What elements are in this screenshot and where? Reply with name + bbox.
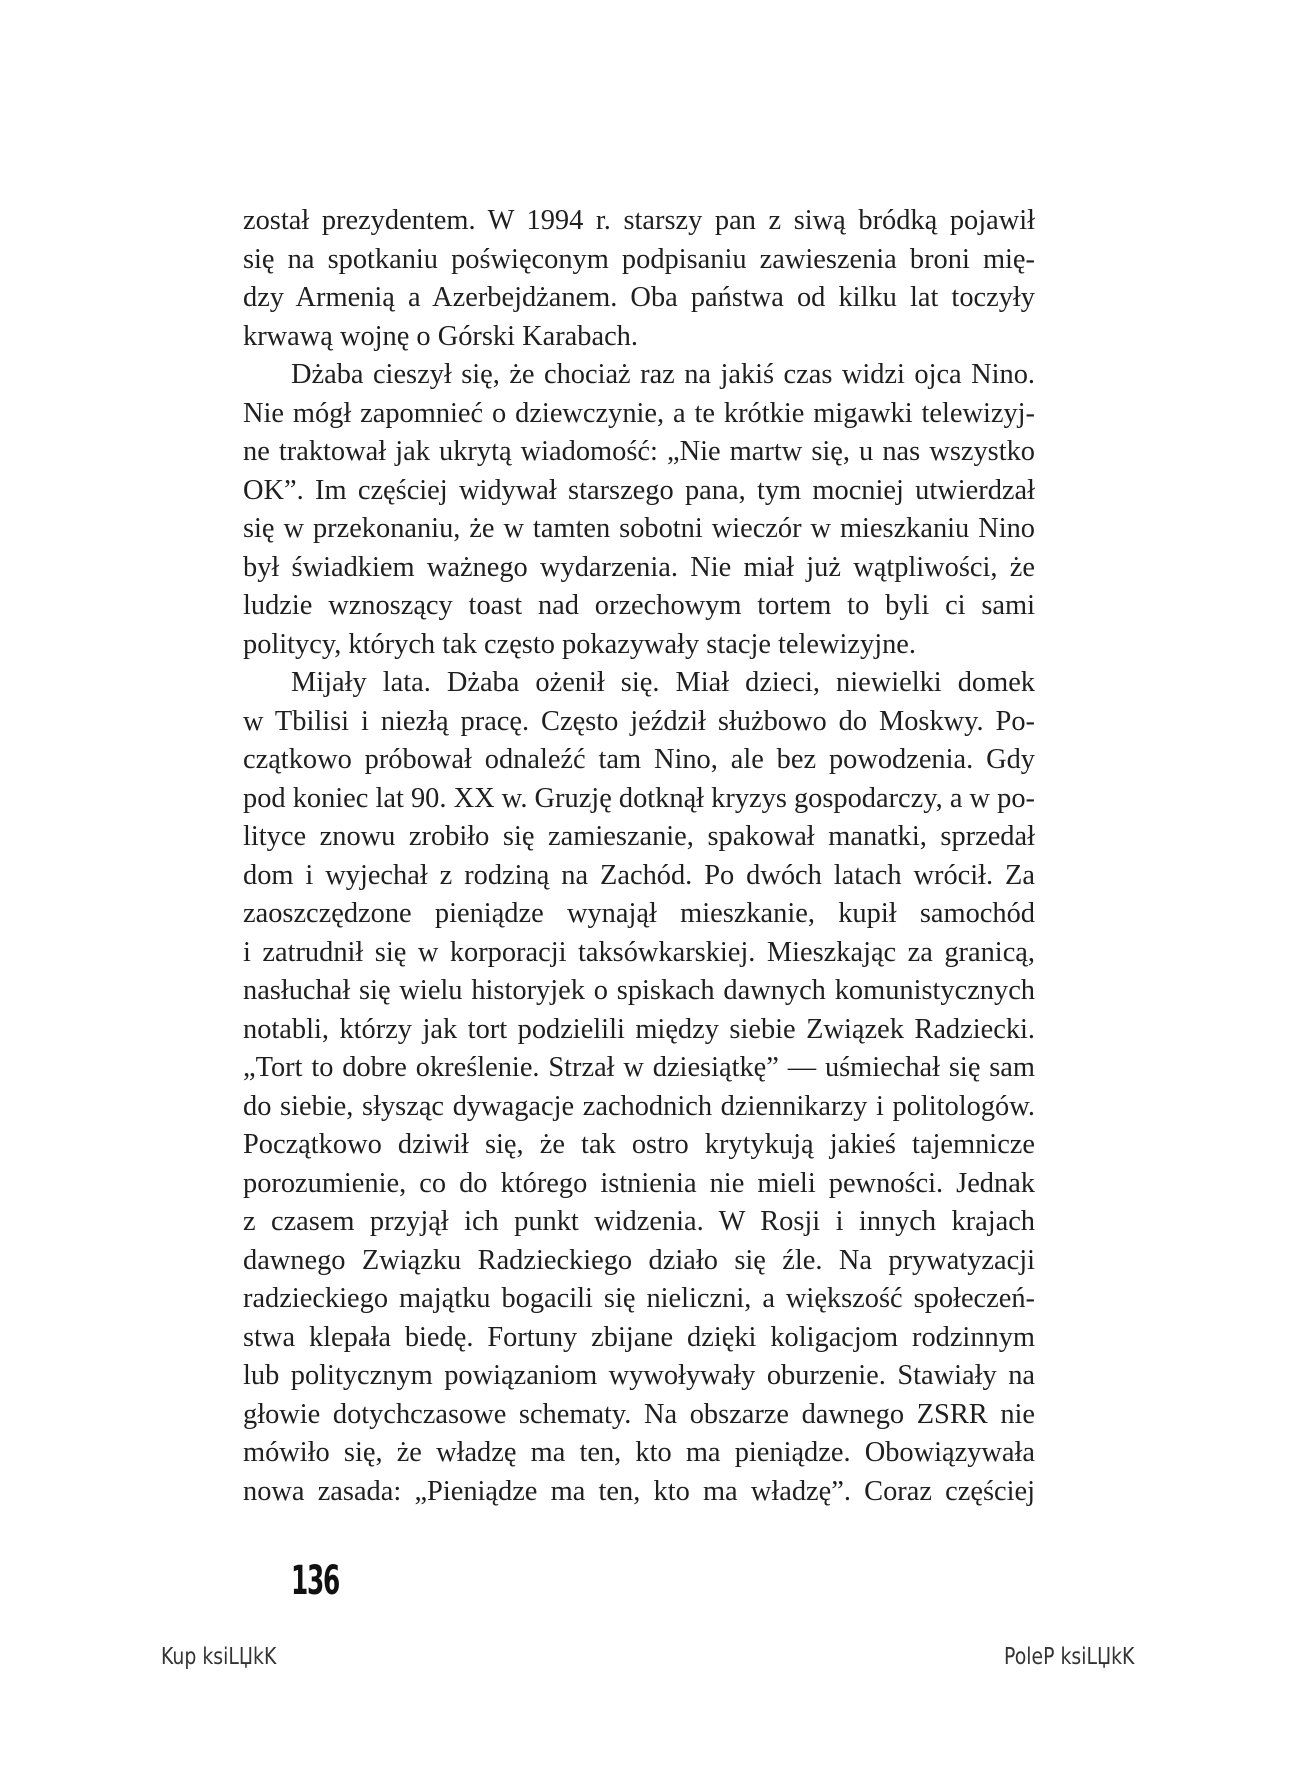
text-line: został prezydentem. W 1994 r. starszy pan z siwą bródką pojawił (243, 205, 1035, 236)
text-line: Dżaba cieszył się, że chociaż raz na jakiś czas widzi ojca Nino. (291, 359, 1035, 390)
text-line: stwa klepała biedę. Fortuny zbijane dzięki koligacjom rodzinnym (243, 1321, 1035, 1353)
text-line: w Tbilisi i niezłą pracę. Często jeździł służbowo do Moskwy. Po- (243, 705, 1035, 737)
text-line: dzy Armenią a Azerbejdżanem. Oba państwa od kilku lat toczyły (243, 282, 1035, 313)
rate-book-link[interactable]: PoleP ksiLЏkK (1004, 1644, 1135, 1670)
text-line: się na spotkaniu poświęconym podpisaniu zawieszenia broni mię- (243, 243, 1035, 275)
text-line: głowie dotychczasowe schematy. Na obszarze dawnego ZSRR nie (243, 1398, 1035, 1430)
text-line: czątkowo próbował odnaleźć tam Nino, ale bez powodzenia. Gdy (243, 744, 1035, 775)
text-line: i zatrudnił się w korporacji taksówkarskiej. Mieszkając za granicą, (243, 936, 1035, 968)
text-line: z czasem przyjął ich punkt widzenia. W Rosji i innych krajach (243, 1206, 1035, 1237)
text-line: był świadkiem ważnego wydarzenia. Nie miał już wątpliwości, że (243, 551, 1035, 583)
text-line: się w przekonaniu, że w tamten sobotni wieczór w mieszkaniu Nino (243, 513, 1035, 544)
text-line: dom i wyjechał z rodziną na Zachód. Po dwóch latach wrócił. Za (243, 859, 1035, 891)
text-line: krwawą wojnę o Górski Karabach. (243, 320, 638, 352)
paragraph-1 (243, 202, 1035, 356)
paragraph-3 (243, 664, 1035, 1511)
text-line: lub politycznym powiązaniom wywoływały oburzenie. Stawiały na (243, 1360, 1035, 1391)
text-line: lityce znowu zrobiło się zamieszanie, spakował manatki, sprzedał (243, 821, 1035, 852)
text-line: Mijały lata. Dżaba ożenił się. Miał dzieci, niewielki domek (291, 667, 1035, 698)
body-text (243, 202, 1035, 1511)
text-line: pod koniec lat 90. XX w. Gruzję dotknął kryzys gospodarczy, a w po- (243, 782, 1035, 814)
text-line: ludzie wznoszący toast nad orzechowym tortem to byli ci sami (243, 590, 1035, 621)
text-line: OK”. Im częściej widywał starszego pana, tym mocniej utwierdzał (243, 474, 1035, 506)
text-line: Początkowo dziwił się, że tak ostro krytykują jakieś tajemnicze (243, 1129, 1035, 1160)
text-line: notabli, którzy jak tort podzielili między siebie Związek Radziecki. (243, 1013, 1035, 1045)
page-number: 136 (291, 1558, 340, 1604)
text-line: Nie mógł zapomnieć o dziewczynie, a te krótkie migawki telewizyj- (243, 397, 1035, 429)
text-line: mówiło się, że władzę ma ten, kto ma pieniądze. Obowiązywała (243, 1437, 1035, 1468)
text-line: zaoszczędzone pieniądze wynajął mieszkanie, kupił samochód (243, 898, 1035, 929)
text-line: dawnego Związku Radzieckiego działo się źle. Na prywatyzacji (243, 1244, 1035, 1276)
text-line: „Tort to dobre określenie. Strzał w dziesiątkę” — uśmiechał się sam (243, 1052, 1035, 1083)
text-line: nowa zasada: „Pieniądze ma ten, kto ma władzę”. Coraz częściej (243, 1475, 1035, 1507)
text-line: radzieckiego majątku bogacili się nieliczni, a większość społeczeń- (243, 1283, 1035, 1314)
text-line: porozumienie, co do którego istnienia nie mieli pewności. Jednak (243, 1167, 1035, 1199)
text-line: do siebie, słysząc dywagacje zachodnich dziennikarzy i politologów. (243, 1090, 1035, 1122)
text-line: nasłuchał się wielu historyjek o spiskach dawnych komunistycznych (243, 975, 1035, 1006)
paragraph-2 (243, 356, 1035, 664)
text-line: ne traktował jak ukrytą wiadomość: „Nie martw się, u nas wszystko (243, 436, 1035, 467)
buy-book-link[interactable]: Kup ksiLЏkK (161, 1644, 277, 1670)
text-line: politycy, których tak często pokazywały stacje telewizyjne. (243, 628, 916, 660)
